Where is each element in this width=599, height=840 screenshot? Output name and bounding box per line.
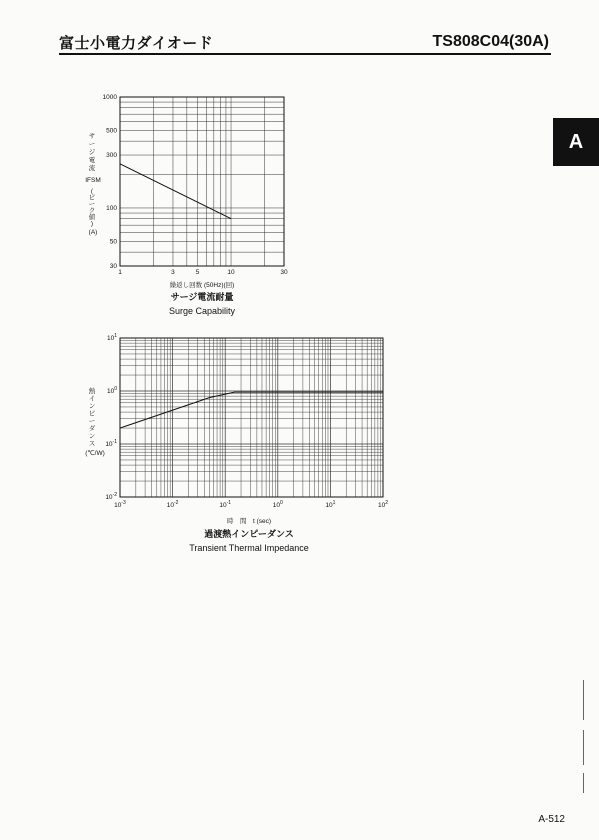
header-title-jp: 富士小電力ダイオード — [59, 35, 214, 52]
x-tick-label: $10^0$ — [272, 500, 283, 509]
chart-title-jp: サージ電流耐量 — [170, 292, 234, 302]
y-axis-label-char: ン — [88, 403, 96, 410]
x-tick-label: $10^{-2}$ — [166, 500, 179, 509]
y-axis-label-char: ン — [88, 433, 96, 440]
chart-title-en: Transient Thermal Impedance — [189, 543, 309, 553]
y-tick-label: 300 — [106, 152, 117, 160]
header-part-number: TS808C04(30A) — [432, 33, 549, 50]
y-axis-label-char: 熱 — [88, 388, 96, 395]
page-number: A-512 — [538, 814, 565, 825]
plot-frame — [120, 97, 284, 266]
y-axis-label-char: ー — [88, 418, 96, 425]
x-tick-label: 3 — [171, 269, 175, 276]
y-tick-label: 50 — [109, 238, 117, 246]
y-tick-label: 100 — [106, 204, 117, 212]
chart-title-en: Surge Capability — [168, 306, 236, 316]
y-axis-label-char: ー — [88, 201, 96, 208]
y-axis-label-symbol: IFSM — [85, 177, 101, 184]
y-axis-label-char: ) — [90, 220, 94, 228]
y-axis-label-char: イ — [88, 395, 96, 403]
y-tick-label: 1000 — [102, 94, 117, 101]
y-axis-label-char: ダ — [88, 425, 96, 433]
x-tick-label: $10^{-3}$ — [114, 500, 126, 509]
series-line-surge — [120, 164, 231, 219]
y-axis-label-char: ピ — [88, 194, 96, 202]
y-axis-label-char: ー — [88, 141, 96, 148]
x-axis-label: 繰返し回数 (50Hz)(回) — [169, 282, 235, 289]
y-axis-label-char: 値 — [88, 214, 96, 221]
y-axis-label-char: ジ — [88, 149, 96, 156]
x-tick-label: 5 — [195, 269, 200, 276]
y-tick-label: $10^{-1}$ — [105, 439, 117, 448]
y-axis-label-char: ( — [90, 188, 94, 195]
x-tick-label: 10 — [227, 269, 235, 276]
x-tick-label: $10^{-1}$ — [219, 500, 232, 509]
chart-title-jp: 過渡熱インピーダンス — [204, 529, 294, 539]
x-tick-label: $10^2$ — [377, 500, 389, 509]
y-axis-unit: (℃/W) — [85, 450, 105, 457]
y-axis-label-char: ク — [88, 207, 96, 215]
series-line-thermal — [120, 392, 383, 428]
y-tick-label: 500 — [106, 127, 117, 135]
y-axis-label-char: 流 — [88, 165, 96, 172]
y-tick-label: $10^1$ — [106, 333, 117, 342]
y-axis-unit: (A) — [88, 229, 98, 236]
x-tick-label: 30 — [280, 269, 288, 276]
y-tick-label: $10^0$ — [106, 386, 117, 395]
y-axis-label-char: ピ — [88, 410, 96, 418]
x-tick-label: 1 — [118, 269, 122, 276]
y-axis-label-char: サ — [88, 133, 96, 140]
section-tab: A — [553, 118, 599, 166]
plot-frame — [120, 338, 383, 497]
y-axis-label-char: ス — [88, 440, 96, 448]
y-tick-label: $10^{-2}$ — [105, 492, 117, 501]
x-axis-label: 時 間 t (sec) — [226, 518, 272, 525]
x-tick-label: $10^1$ — [325, 500, 336, 509]
y-axis-label-char: 電 — [88, 157, 96, 164]
y-tick-label: 30 — [109, 263, 117, 270]
